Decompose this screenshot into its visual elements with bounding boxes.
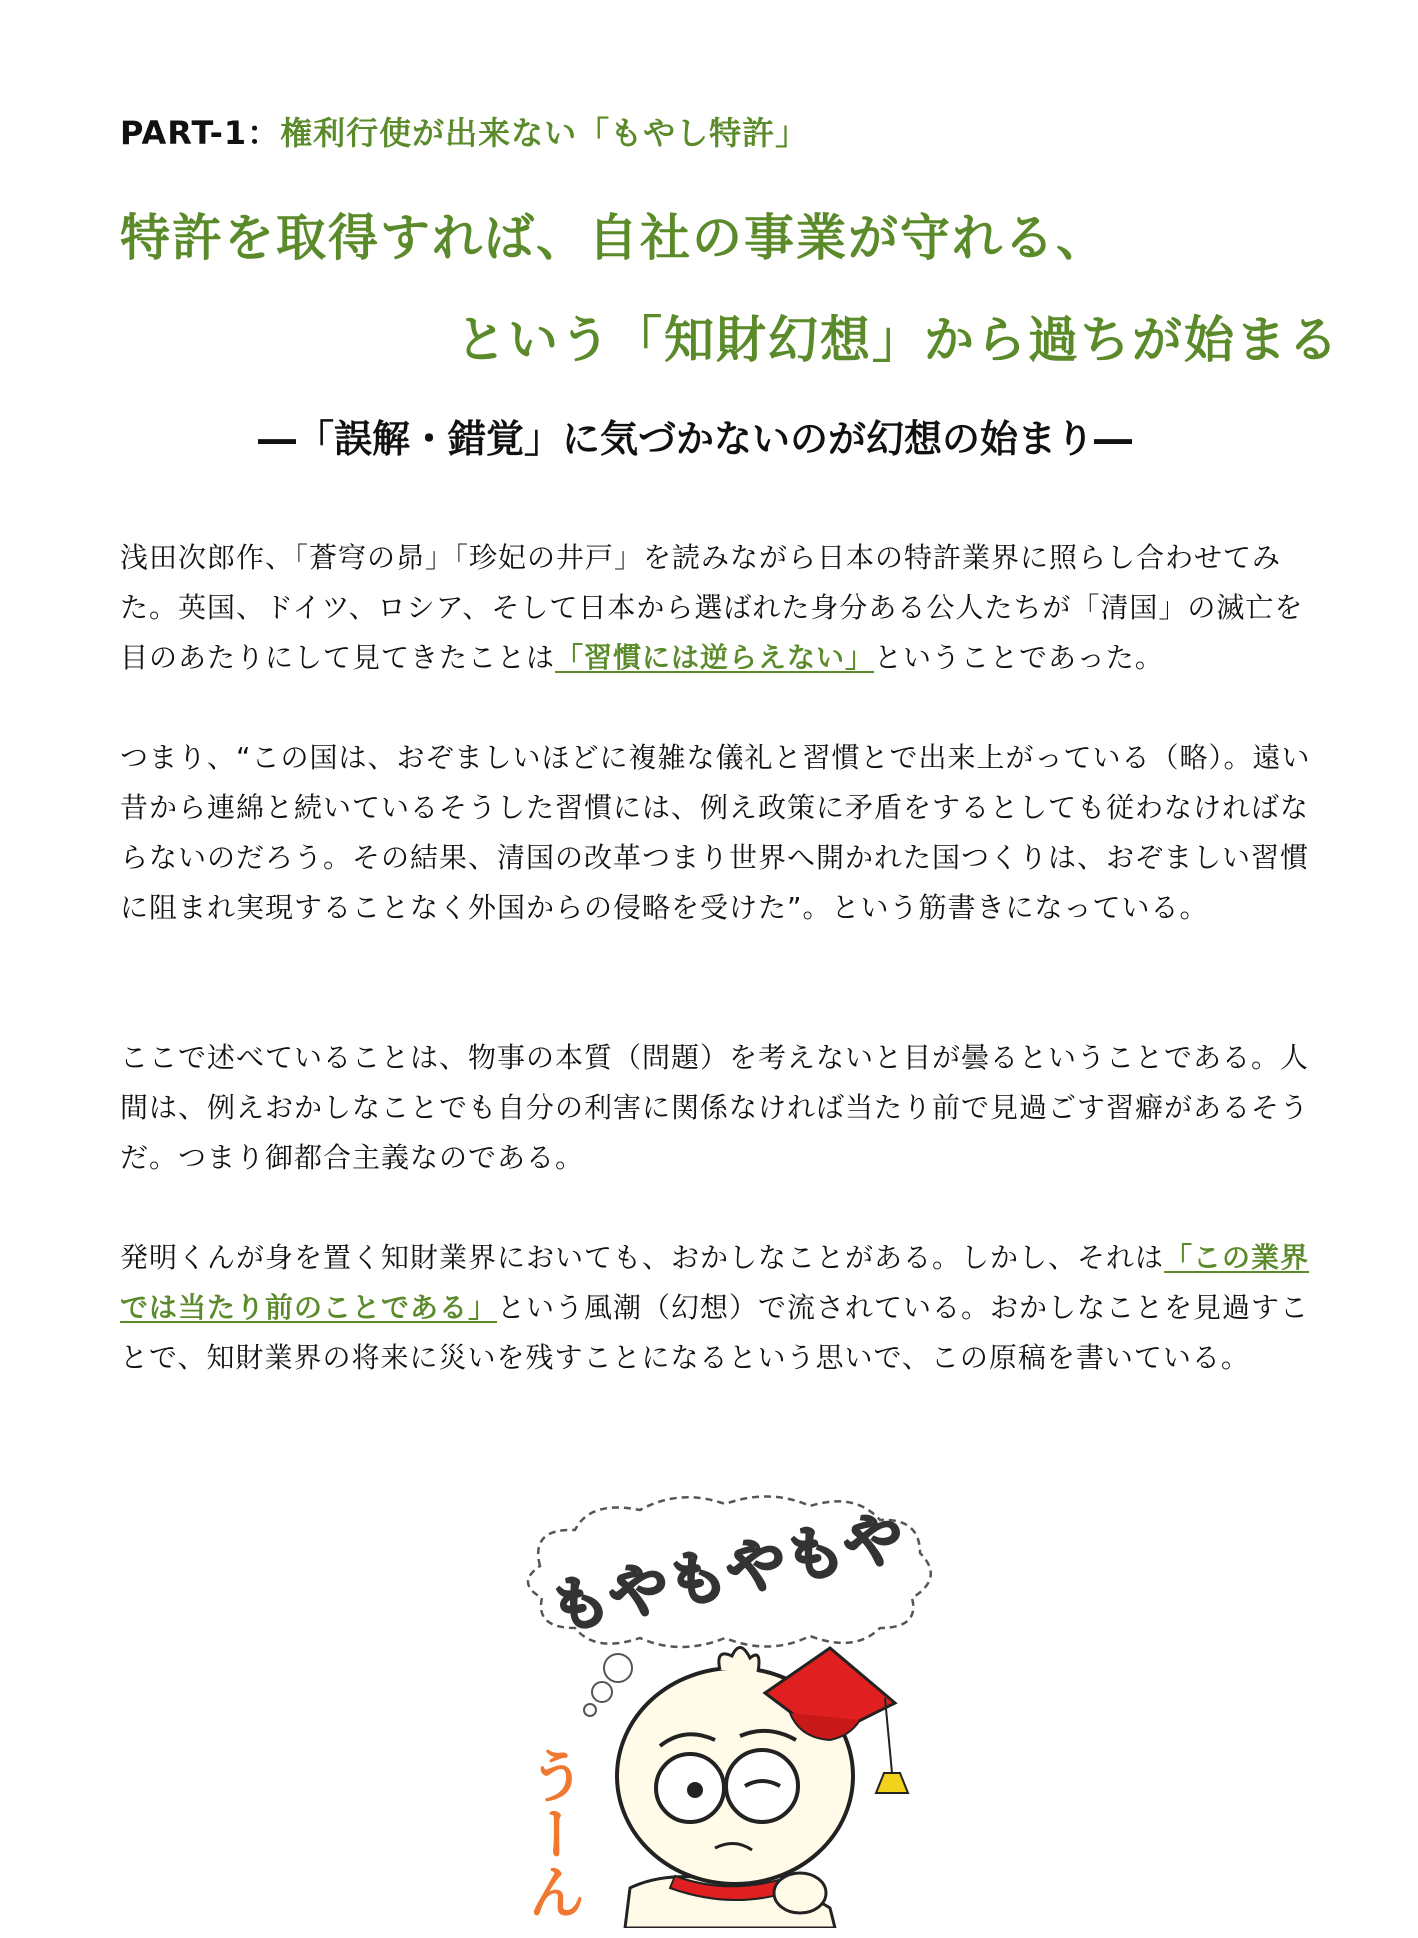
thought-bubble-large — [604, 1654, 632, 1682]
left-pupil — [687, 1782, 703, 1798]
paragraph-3: ここで述べていることは、物事の本質（問題）を考えないと目が曇るということである。人間は、例えおかしなことでも自分の利害に関係なければ当たり前で見過ごす習癖があるそうだ。つまり御都合主義なのである。 — [120, 1041, 1310, 1174]
paragraph-1-text-a: 浅田次郎作、「蒼穹の昴」「珍妃の井戸」を読みながら日本の特許業界に照らし合わせてみた。英国、ドイツ、ロシア、そして日本から選ばれた身分ある公人たちが「清国」の滅亡を目のあたりにして見てきたことは — [120, 541, 1304, 674]
character-hair — [719, 1647, 759, 1672]
paragraph-1-highlight: 「習慣には逆らえない」 — [555, 641, 875, 674]
paragraph-2: つまり、“この国は、おぞましいほどに複雑な儀礼と習慣とで出来上がっている（略）。遠い昔から連綿と続いているそうした習慣には、例え政策に矛盾をするとしても従わなければならないのだろう。その結果、清国の改革つまり世界へ開かれた国つくりは、おぞましい習慣に阻まれ実現することなく外国からの侵略を受けた”。という筋書きになっている。 — [120, 741, 1311, 924]
paragraph-1-text-b: ということであった。 — [874, 641, 1164, 674]
part-title: 権利行使が出来ない「もやし特許」 — [280, 114, 809, 152]
thought-cloud — [528, 1496, 931, 1647]
sound-effect-text: うーん — [518, 1746, 586, 1920]
thought-bubble-medium — [592, 1682, 612, 1702]
thinking-character-illustration — [500, 1488, 1020, 1928]
right-eye — [726, 1750, 798, 1822]
paragraph-4-highlight: 「この業界では当たり前のことである」 — [120, 1241, 1310, 1324]
paragraph-1 — [120, 533, 1320, 683]
paragraph-4-text-a: 発明くんが身を置く知財業界においても、おかしなことがある。しかし、それは — [120, 1241, 1165, 1274]
headline-line-2: という「知財幻想」から過ちが始まる — [456, 311, 1340, 369]
paragraph-4-text-b: という風潮（幻想）で流されている。おかしなことを見過すことで、知財業界の将来に災いを残すことになるという思いで、この原稿を書いている。 — [120, 1291, 1310, 1374]
cap-tassel — [876, 1773, 908, 1793]
part-number: PART-1： — [120, 114, 281, 152]
character-fist — [774, 1873, 826, 1913]
thought-bubble-small — [584, 1704, 596, 1716]
thought-cloud-text: もやもやもや — [543, 1501, 911, 1645]
paragraph-4 — [120, 1233, 1320, 1383]
subtitle: ―「誤解・錯覚」に気づかないのが幻想の始まり― — [258, 417, 1133, 461]
headline-line-1: 特許を取得すれば、自社の事業が守れる、 — [120, 209, 1108, 267]
part-heading — [120, 108, 808, 154]
